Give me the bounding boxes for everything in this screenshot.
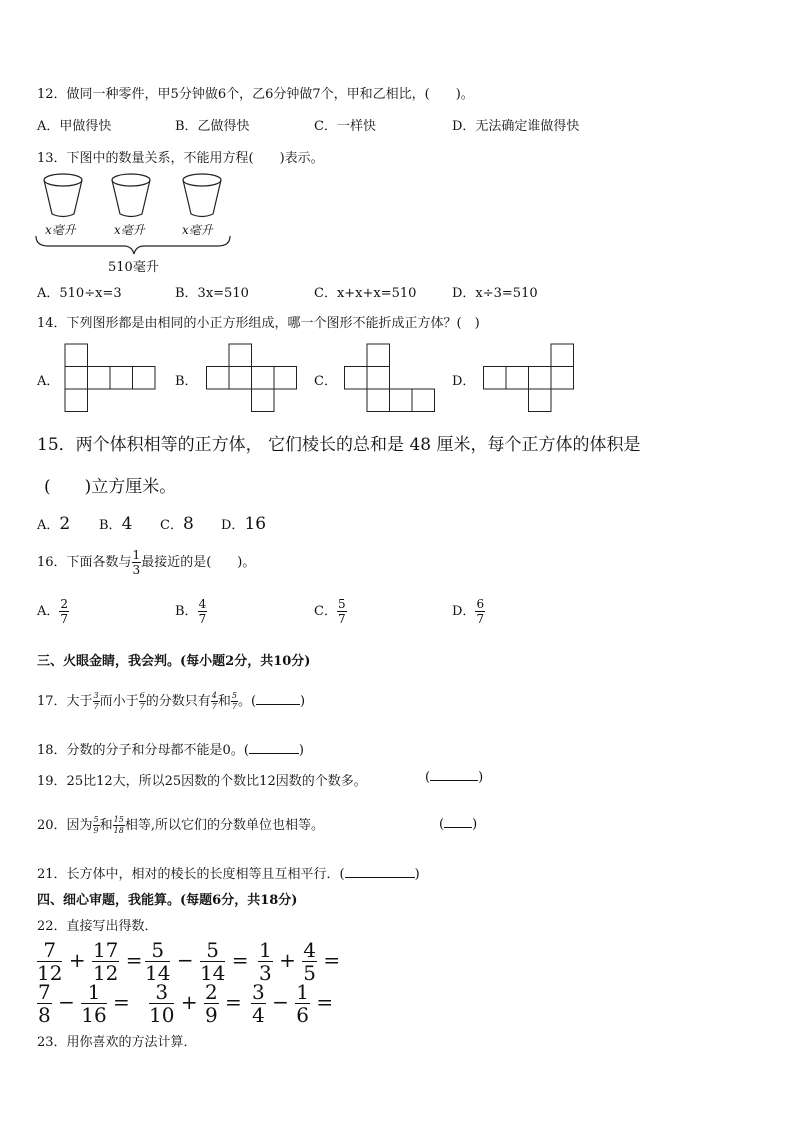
denominator: 7 [93, 702, 99, 711]
q13-option-c: C．x+x+x=510 [314, 286, 417, 301]
stem-text: 的分数只有 [145, 694, 211, 709]
q22-expr [37, 940, 143, 983]
q16-option-b [175, 598, 207, 625]
stem-text: 20．因为 [37, 818, 93, 833]
q14-stem: 14．下列图形都是由相同的小正方形组成，哪一个图形不能折成正方体？( ) [37, 316, 480, 331]
numerator: 7 [38, 980, 51, 1004]
fraction [200, 940, 225, 983]
operator: + [180, 990, 198, 1014]
denominator: 7 [211, 702, 217, 711]
numerator: 5 [231, 691, 237, 700]
numerator: 1 [81, 982, 106, 1004]
stem-text: 18．分数的分子和分母都不能是0。( [37, 743, 249, 758]
equals-sign: = [125, 948, 143, 972]
stem-text: 相等,所以它们的分数单位也相等。 [124, 818, 324, 833]
answer-blank[interactable] [444, 817, 472, 828]
denominator: 7 [231, 702, 237, 711]
answer-blank[interactable] [345, 867, 415, 878]
fraction [251, 982, 266, 1025]
q12-option-d: D．无法确定谁做得快 [452, 119, 580, 134]
denominator: 10 [149, 1003, 175, 1027]
denominator: 3 [259, 961, 272, 985]
fraction [37, 982, 52, 1025]
option-letter: D． [221, 518, 245, 533]
q12-stem: 12．做同一种零件，甲5分钟做6个，乙6分钟做7个，甲和乙相比，( )。 [37, 87, 474, 102]
q15-line2: ( )立方厘米。 [44, 477, 177, 497]
numerator: 1 [296, 980, 309, 1004]
cube-nets [0, 0, 794, 420]
stem-text: ) [414, 867, 420, 882]
net-b [207, 344, 297, 412]
denominator: 7 [198, 612, 207, 626]
numerator: 3 [252, 980, 265, 1004]
equals-sign: = [231, 948, 249, 972]
stem-text: ) [300, 694, 306, 709]
q12-option-a: A．甲做得快 [37, 119, 112, 134]
net-d [484, 344, 574, 412]
q22-stem: 22．直接写出得数． [37, 919, 158, 934]
numerator: 5 [337, 597, 346, 611]
equals-sign: = [113, 990, 130, 1014]
fraction [92, 940, 119, 983]
option-letter: C． [314, 604, 337, 619]
denominator: 12 [37, 961, 63, 985]
q23-stem: 23．用你喜欢的方法计算． [37, 1035, 197, 1050]
numerator: 1 [259, 938, 272, 962]
option-letter: C． [160, 518, 183, 533]
denominator: 4 [252, 1003, 265, 1027]
operator: + [68, 948, 86, 972]
stem-text: 而小于 [99, 694, 139, 709]
fraction [198, 598, 208, 625]
numerator: 2 [204, 980, 218, 1004]
q22-expr [145, 940, 249, 983]
q20-answer [439, 817, 477, 832]
equals-sign: = [225, 990, 242, 1014]
numerator: 3 [149, 982, 174, 1004]
denominator: 5 [303, 961, 316, 985]
stem-text: ( [439, 817, 445, 832]
q20-text [37, 814, 324, 835]
q16-option-c [314, 598, 347, 625]
fraction [139, 692, 146, 711]
q18-text [37, 739, 304, 758]
option-value: 16 [244, 514, 267, 534]
q22-expr [149, 982, 242, 1025]
stem-text: 和 [217, 694, 231, 709]
stem-text: 17．大于 [37, 694, 93, 709]
q14-letter-d: D． [452, 374, 476, 389]
equals-sign: = [316, 990, 334, 1014]
numerator: 5 [93, 815, 99, 824]
numerator: 17 [92, 938, 119, 962]
stem-text: ( [425, 770, 431, 785]
denominator: 9 [204, 1003, 218, 1027]
answer-blank[interactable] [249, 743, 299, 754]
fraction [204, 982, 219, 1025]
numerator: 4 [198, 597, 207, 611]
numerator: 5 [145, 940, 170, 962]
q19-text: 19．25比12大，所以25因数的个数比12因数的个数多。 [37, 774, 367, 789]
q17-text [37, 690, 305, 711]
cup-label: x毫升 [182, 223, 213, 237]
cup-label: x毫升 [45, 223, 76, 237]
denominator: 14 [199, 961, 226, 985]
option-letter: A． [37, 604, 60, 619]
q21-text [37, 863, 420, 882]
numerator: 5 [200, 940, 225, 962]
fraction [295, 982, 310, 1025]
stem-text: 最接近的是( )。 [141, 555, 256, 570]
section4-title: 四、细心审题，我能算。(每题6分，共18分) [37, 893, 298, 908]
stem-text: 。( [237, 694, 257, 709]
option-letter: A． [37, 518, 60, 533]
fraction [93, 816, 100, 835]
numerator: 15 [113, 815, 124, 824]
fraction [132, 549, 142, 576]
option-value: 8 [182, 514, 194, 534]
answer-blank[interactable] [256, 694, 300, 705]
option-value: 2 [59, 514, 71, 534]
fraction [475, 598, 485, 625]
stem-text: ) [478, 770, 484, 785]
q16-option-d [452, 598, 485, 625]
fraction [258, 940, 273, 983]
cup-label: x毫升 [114, 223, 145, 237]
numerator: 6 [476, 597, 485, 611]
stem-text: ) [472, 817, 478, 832]
operator: − [176, 948, 194, 972]
denominator: 7 [476, 612, 485, 626]
fraction [59, 598, 69, 625]
q16-option-a [37, 598, 69, 625]
q15-line1: 15．两个体积相等的正方体， 它们棱长的总和是 48 厘米，每个正方体的体积是 [37, 435, 641, 455]
q19-answer [425, 770, 483, 785]
denominator: 7 [60, 612, 69, 626]
denominator: 12 [92, 961, 119, 985]
option-value: 4 [121, 514, 133, 534]
q15-option-d [221, 514, 266, 534]
q12-option-c: C．一样快 [314, 119, 376, 134]
fraction [145, 940, 170, 983]
q22-expr [37, 982, 130, 1025]
fraction [337, 598, 347, 625]
numerator: 2 [60, 597, 69, 611]
denominator: 14 [145, 961, 171, 985]
total-label: 510毫升 [108, 260, 159, 275]
denominator: 7 [337, 612, 346, 626]
q13-option-b: B．3x=510 [175, 286, 249, 301]
q14-letter-a: A． [37, 374, 60, 389]
numerator: 4 [303, 938, 316, 962]
answer-blank[interactable] [430, 770, 478, 781]
fraction [93, 692, 100, 711]
fraction [149, 982, 174, 1025]
q13-option-d: D．x÷3=510 [452, 286, 538, 301]
q12-option-b: B．乙做得快 [175, 119, 250, 134]
denominator: 16 [81, 1003, 107, 1027]
numerator: 7 [37, 940, 62, 962]
operator: − [58, 990, 75, 1014]
fraction [211, 692, 218, 711]
q15-option-c [160, 514, 194, 534]
q13-option-a: A．510÷x=3 [37, 286, 122, 301]
denominator: 7 [139, 702, 145, 711]
section3-title: 三、火眼金睛，我会判。(每小题2分，共10分) [37, 654, 311, 669]
q22-expr [251, 982, 333, 1025]
numerator: 3 [93, 691, 99, 700]
fraction [81, 982, 106, 1025]
numerator: 6 [139, 691, 145, 700]
fraction [113, 816, 125, 835]
net-c [345, 344, 435, 412]
q15-option-b [99, 514, 132, 534]
q14-letter-c: C． [314, 374, 337, 389]
option-letter: B． [175, 604, 198, 619]
option-letter: D． [452, 604, 476, 619]
denominator: 6 [296, 1003, 309, 1027]
q14-letter-b: B． [175, 374, 198, 389]
fraction [302, 940, 317, 983]
equals-sign: = [323, 948, 341, 972]
operator: − [272, 990, 289, 1014]
q16-stem [37, 549, 255, 576]
denominator: 9 [93, 826, 99, 835]
denominator: 18 [113, 826, 124, 835]
fraction [231, 692, 238, 711]
stem-text: 21．长方体中，相对的棱长的长度相等且互相平行．( [37, 867, 345, 882]
q13-stem: 13．下图中的数量关系，不能用方程( )表示。 [37, 151, 324, 166]
option-letter: B． [99, 518, 122, 533]
operator: + [279, 948, 296, 972]
numerator: 1 [132, 548, 141, 562]
stem-text: ) [298, 743, 304, 758]
stem-text: 16．下面各数与 [37, 555, 132, 570]
fraction [37, 940, 62, 983]
stem-text: 和 [99, 818, 113, 833]
q15-option-a [37, 514, 70, 534]
denominator: 8 [38, 1003, 51, 1027]
net-a [65, 344, 155, 412]
denominator: 3 [132, 563, 141, 577]
numerator: 4 [211, 691, 217, 700]
q22-expr [258, 940, 340, 983]
